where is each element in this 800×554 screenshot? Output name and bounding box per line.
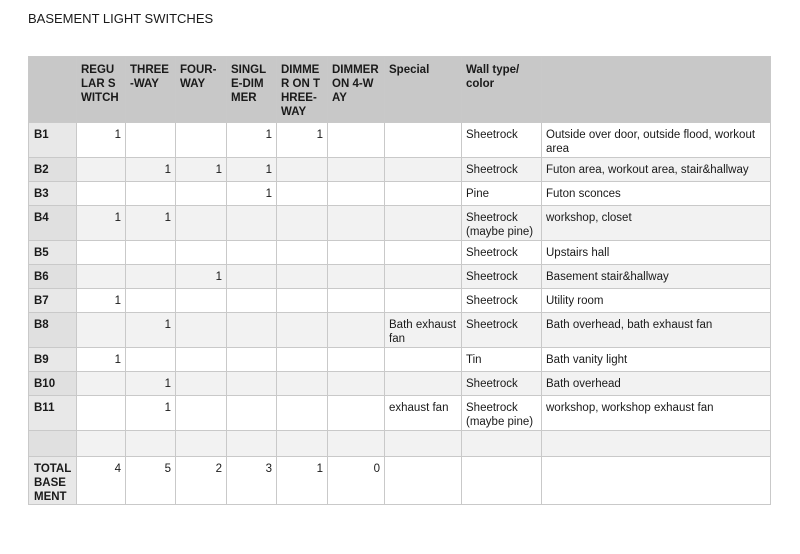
header-regular-switch[interactable]: REGULAR SWITCH xyxy=(77,57,126,123)
cell-three-way[interactable] xyxy=(126,265,176,289)
cell-single-dimmer[interactable] xyxy=(227,313,277,348)
cell-special[interactable] xyxy=(385,289,462,313)
cell-notes[interactable]: Futon sconces xyxy=(542,182,771,206)
cell-single-dimmer[interactable] xyxy=(227,206,277,241)
cell-dimmer-three-way[interactable] xyxy=(277,241,328,265)
cell-notes[interactable]: Upstairs hall xyxy=(542,241,771,265)
cell-dimmer-four-way[interactable] xyxy=(328,265,385,289)
cell-single-dimmer[interactable]: 3 xyxy=(227,457,277,505)
cell-wall-type[interactable]: Pine xyxy=(462,182,542,206)
cell-four-way[interactable] xyxy=(176,182,227,206)
header-single-dimmer[interactable]: SINGLE-DIMMER xyxy=(227,57,277,123)
header-four-way[interactable]: FOUR-WAY xyxy=(176,57,227,123)
cell-single-dimmer[interactable]: 1 xyxy=(227,182,277,206)
row-label[interactable]: B6 xyxy=(29,265,77,289)
cell-dimmer-four-way[interactable] xyxy=(328,182,385,206)
header-dimmer-three-way[interactable]: DIMMER ON THREE-WAY xyxy=(277,57,328,123)
cell-special[interactable] xyxy=(385,457,462,505)
table-row-total xyxy=(29,457,771,505)
cell-three-way[interactable] xyxy=(126,241,176,265)
table-row xyxy=(29,313,771,348)
table-row xyxy=(29,182,771,206)
cell-single-dimmer[interactable]: 1 xyxy=(227,158,277,182)
cell-single-dimmer[interactable] xyxy=(227,241,277,265)
cell-dimmer-four-way[interactable] xyxy=(328,431,385,457)
cell-three-way[interactable]: 1 xyxy=(126,158,176,182)
cell-notes[interactable]: workshop, workshop exhaust fan xyxy=(542,396,771,431)
cell-single-dimmer[interactable] xyxy=(227,348,277,372)
cell-special[interactable] xyxy=(385,431,462,457)
cell-single-dimmer[interactable] xyxy=(227,265,277,289)
cell-special[interactable] xyxy=(385,158,462,182)
cell-dimmer-three-way[interactable]: 1 xyxy=(277,457,328,505)
cell-four-way[interactable] xyxy=(176,396,227,431)
row-label[interactable]: B2 xyxy=(29,158,77,182)
cell-three-way[interactable] xyxy=(126,289,176,313)
cell-regular[interactable] xyxy=(77,182,126,206)
table-row xyxy=(29,123,771,158)
header-corner-cell[interactable] xyxy=(29,57,77,123)
row-label[interactable]: B4 xyxy=(29,206,77,241)
cell-regular[interactable] xyxy=(77,313,126,348)
cell-three-way[interactable] xyxy=(126,123,176,158)
cell-three-way[interactable]: 1 xyxy=(126,313,176,348)
cell-notes[interactable]: Bath overhead xyxy=(542,372,771,396)
cell-notes[interactable]: Utility room xyxy=(542,289,771,313)
cell-dimmer-three-way[interactable] xyxy=(277,206,328,241)
cell-three-way[interactable] xyxy=(126,431,176,457)
cell-special[interactable] xyxy=(385,206,462,241)
header-notes[interactable] xyxy=(542,57,771,123)
cell-four-way[interactable] xyxy=(176,241,227,265)
cell-dimmer-four-way[interactable] xyxy=(328,241,385,265)
table-row xyxy=(29,372,771,396)
cell-three-way[interactable]: 1 xyxy=(126,206,176,241)
cell-notes[interactable]: Bath vanity light xyxy=(542,348,771,372)
cell-wall-type[interactable]: Sheetrock xyxy=(462,241,542,265)
cell-three-way[interactable]: 1 xyxy=(126,396,176,431)
cell-special[interactable] xyxy=(385,348,462,372)
cell-wall-type[interactable]: Tin xyxy=(462,348,542,372)
cell-wall-type[interactable] xyxy=(462,457,542,505)
row-label[interactable]: B1 xyxy=(29,123,77,158)
cell-wall-type[interactable]: Sheetrock (maybe pine) xyxy=(462,396,542,431)
cell-regular[interactable] xyxy=(77,158,126,182)
cell-wall-type[interactable]: Sheetrock xyxy=(462,265,542,289)
cell-special[interactable]: Bath exhaust fan xyxy=(385,313,462,348)
sheet-title: BASEMENT LIGHT SWITCHES xyxy=(28,11,214,26)
row-label[interactable]: B8 xyxy=(29,313,77,348)
cell-single-dimmer[interactable] xyxy=(227,372,277,396)
cell-three-way[interactable]: 5 xyxy=(126,457,176,505)
cell-four-way[interactable] xyxy=(176,289,227,313)
cell-regular[interactable] xyxy=(77,372,126,396)
cell-four-way[interactable]: 1 xyxy=(176,265,227,289)
cell-regular[interactable] xyxy=(77,431,126,457)
cell-dimmer-four-way[interactable] xyxy=(328,158,385,182)
table-row xyxy=(29,158,771,182)
cell-notes[interactable]: workshop, closet xyxy=(542,206,771,241)
cell-wall-type[interactable] xyxy=(462,431,542,457)
cell-dimmer-three-way[interactable] xyxy=(277,313,328,348)
row-label[interactable] xyxy=(29,431,77,457)
row-label[interactable]: B11 xyxy=(29,396,77,431)
cell-regular[interactable]: 1 xyxy=(77,206,126,241)
cell-four-way[interactable] xyxy=(176,313,227,348)
table-row-blank xyxy=(29,431,771,457)
cell-three-way[interactable] xyxy=(126,348,176,372)
cell-dimmer-four-way[interactable] xyxy=(328,348,385,372)
cell-four-way[interactable]: 2 xyxy=(176,457,227,505)
cell-dimmer-three-way[interactable] xyxy=(277,396,328,431)
row-label[interactable]: B9 xyxy=(29,348,77,372)
cell-dimmer-three-way[interactable] xyxy=(277,348,328,372)
cell-dimmer-three-way[interactable] xyxy=(277,158,328,182)
cell-special[interactable] xyxy=(385,123,462,158)
cell-wall-type[interactable]: Sheetrock (maybe pine) xyxy=(462,206,542,241)
cell-regular[interactable] xyxy=(77,265,126,289)
cell-special[interactable] xyxy=(385,241,462,265)
cell-dimmer-four-way[interactable]: 0 xyxy=(328,457,385,505)
cell-three-way[interactable]: 1 xyxy=(126,372,176,396)
table-row xyxy=(29,265,771,289)
cell-regular[interactable] xyxy=(77,396,126,431)
cell-dimmer-three-way[interactable] xyxy=(277,182,328,206)
cell-regular[interactable]: 1 xyxy=(77,348,126,372)
cell-notes[interactable]: Outside over door, outside flood, workout area xyxy=(542,123,771,158)
cell-special[interactable] xyxy=(385,182,462,206)
cell-special[interactable] xyxy=(385,372,462,396)
row-label[interactable]: B5 xyxy=(29,241,77,265)
row-label-total[interactable]: TOTAL BASEMENT xyxy=(29,457,77,505)
table-row xyxy=(29,396,771,431)
cell-wall-type[interactable]: Sheetrock xyxy=(462,372,542,396)
cell-dimmer-four-way[interactable] xyxy=(328,206,385,241)
row-label[interactable]: B3 xyxy=(29,182,77,206)
cell-special[interactable] xyxy=(385,265,462,289)
header-special[interactable]: Special xyxy=(385,57,462,123)
cell-dimmer-three-way[interactable] xyxy=(277,289,328,313)
cell-dimmer-four-way[interactable] xyxy=(328,313,385,348)
row-label[interactable]: B7 xyxy=(29,289,77,313)
row-label[interactable]: B10 xyxy=(29,372,77,396)
cell-dimmer-four-way[interactable] xyxy=(328,396,385,431)
cell-regular[interactable]: 4 xyxy=(77,457,126,505)
cell-wall-type[interactable]: Sheetrock xyxy=(462,289,542,313)
cell-special[interactable]: exhaust fan xyxy=(385,396,462,431)
cell-notes[interactable]: Basement stair&hallway xyxy=(542,265,771,289)
switch-table xyxy=(28,56,771,505)
table-row xyxy=(29,289,771,313)
cell-notes[interactable]: Bath overhead, bath exhaust fan xyxy=(542,313,771,348)
cell-notes[interactable] xyxy=(542,457,771,505)
cell-notes[interactable]: Futon area, workout area, stair&hallway xyxy=(542,158,771,182)
cell-dimmer-four-way[interactable] xyxy=(328,123,385,158)
cell-single-dimmer[interactable] xyxy=(227,289,277,313)
cell-wall-type[interactable]: Sheetrock xyxy=(462,313,542,348)
cell-regular[interactable]: 1 xyxy=(77,123,126,158)
header-dimmer-four-way[interactable]: DIMMER ON 4-WAY xyxy=(328,57,385,123)
header-wall-type[interactable]: Wall type/ color xyxy=(462,57,542,123)
cell-notes[interactable] xyxy=(542,431,771,457)
cell-dimmer-three-way[interactable] xyxy=(277,265,328,289)
cell-dimmer-three-way[interactable] xyxy=(277,431,328,457)
cell-regular[interactable]: 1 xyxy=(77,289,126,313)
cell-wall-type[interactable]: Sheetrock xyxy=(462,123,542,158)
cell-four-way[interactable] xyxy=(176,431,227,457)
cell-four-way[interactable] xyxy=(176,372,227,396)
cell-wall-type[interactable]: Sheetrock xyxy=(462,158,542,182)
header-three-way[interactable]: THREE-WAY xyxy=(126,57,176,123)
header-row xyxy=(29,57,771,123)
table-row xyxy=(29,348,771,372)
cell-three-way[interactable] xyxy=(126,182,176,206)
cell-four-way[interactable] xyxy=(176,206,227,241)
table-row xyxy=(29,206,771,241)
cell-dimmer-four-way[interactable] xyxy=(328,289,385,313)
cell-four-way[interactable] xyxy=(176,348,227,372)
cell-single-dimmer[interactable] xyxy=(227,396,277,431)
cell-regular[interactable] xyxy=(77,241,126,265)
table-row xyxy=(29,241,771,265)
cell-dimmer-four-way[interactable] xyxy=(328,372,385,396)
cell-single-dimmer[interactable]: 1 xyxy=(227,123,277,158)
cell-dimmer-three-way[interactable]: 1 xyxy=(277,123,328,158)
cell-four-way[interactable] xyxy=(176,123,227,158)
cell-four-way[interactable]: 1 xyxy=(176,158,227,182)
cell-dimmer-three-way[interactable] xyxy=(277,372,328,396)
cell-single-dimmer[interactable] xyxy=(227,431,277,457)
